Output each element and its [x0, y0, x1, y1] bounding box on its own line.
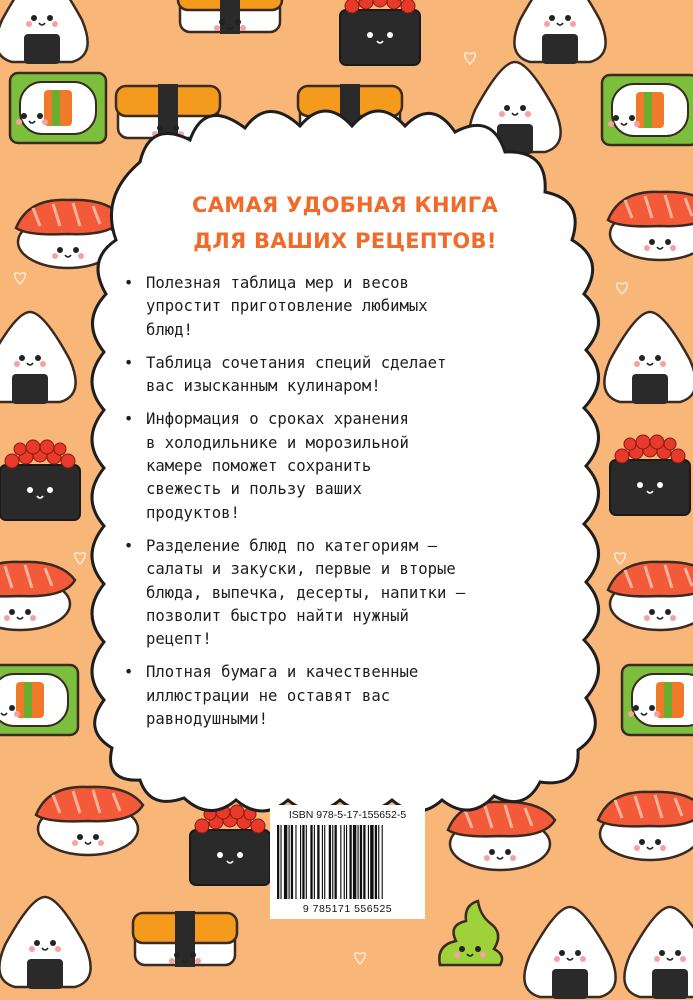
list-item-line: блюда, выпечка, десерты, напитки —	[146, 583, 466, 602]
list-item	[118, 661, 558, 731]
barcode-bar	[324, 825, 325, 899]
list-item-line: рецепт!	[146, 630, 212, 649]
list-item-line: иллюстрации не оставят вас	[146, 686, 391, 705]
barcode-bar	[340, 825, 341, 899]
barcode-bar	[370, 825, 373, 899]
barcode-bar	[314, 825, 315, 899]
barcode-bar	[335, 825, 337, 899]
barcode-bar	[291, 825, 293, 899]
barcode-bar	[332, 825, 333, 899]
barcode-bar	[310, 825, 312, 899]
list-item-line: салаты и закуски, первые и вторые	[146, 560, 456, 579]
barcode-bar	[295, 825, 296, 899]
barcode-bar	[346, 825, 347, 899]
list-item-line: вас изысканным кулинаром!	[146, 377, 381, 396]
list-item	[118, 408, 558, 524]
list-item-line: • Плотная бумага и качественные	[146, 663, 419, 682]
heading-line: ДЛЯ ВАШИХ РЕЦЕПТОВ!	[193, 229, 497, 253]
barcode-digits: 9 785171 556525	[302, 903, 393, 915]
barcode-bar	[317, 825, 319, 899]
list-item-line: • Полезная таблица мер и весов	[146, 274, 409, 292]
list-item-line: в холодильнике и морозильной	[146, 433, 409, 452]
barcode-bar	[375, 825, 377, 899]
list-item-line: блюд!	[146, 320, 193, 339]
barcode-bar	[358, 825, 359, 899]
list-item	[118, 352, 558, 399]
list-item-line: упростит приготовление любимых	[146, 297, 428, 316]
list-item-line: камере поможет сохранить	[146, 457, 372, 476]
barcode-bar	[300, 825, 301, 899]
barcode-bar	[344, 825, 345, 899]
isbn-barcode	[270, 805, 425, 919]
list-item-line: позволит быстро найти нужный	[146, 606, 409, 625]
barcode-bar	[378, 825, 379, 899]
barcode-bar	[322, 825, 323, 899]
list-item-line: • Разделение блюд по категориям —	[146, 536, 438, 555]
list-item-line: равнодушными!	[146, 710, 269, 729]
list-item-line: • Информация о сроках хранения	[146, 410, 409, 429]
barcode-bar	[284, 825, 287, 899]
barcode-bar	[349, 825, 351, 899]
barcode-bar	[368, 825, 369, 899]
list-item-line: • Таблица сочетания специй сделает	[146, 353, 447, 372]
barcode-bar	[302, 825, 304, 899]
barcode-bar	[280, 825, 281, 899]
barcode-bar	[329, 825, 331, 899]
list-item-line: свежесть и пользу ваших	[146, 480, 362, 499]
list-item	[118, 535, 558, 651]
barcode-bar	[363, 825, 365, 899]
barcode-bar	[382, 825, 383, 899]
barcode-bars	[275, 825, 420, 901]
list-item	[118, 272, 558, 342]
barcode-bar	[360, 825, 362, 899]
isbn-label: ISBN 978-5-17-155652-5	[288, 809, 407, 821]
barcode-bar	[289, 825, 290, 899]
barcode-bar	[306, 825, 307, 899]
heading-line: САМАЯ УДОБНАЯ КНИГА	[191, 193, 498, 217]
cover-heading	[110, 187, 580, 259]
list-item-line: продуктов!	[146, 503, 240, 522]
feature-list	[118, 272, 558, 741]
barcode-bar	[353, 825, 356, 899]
barcode-bar	[277, 825, 279, 899]
